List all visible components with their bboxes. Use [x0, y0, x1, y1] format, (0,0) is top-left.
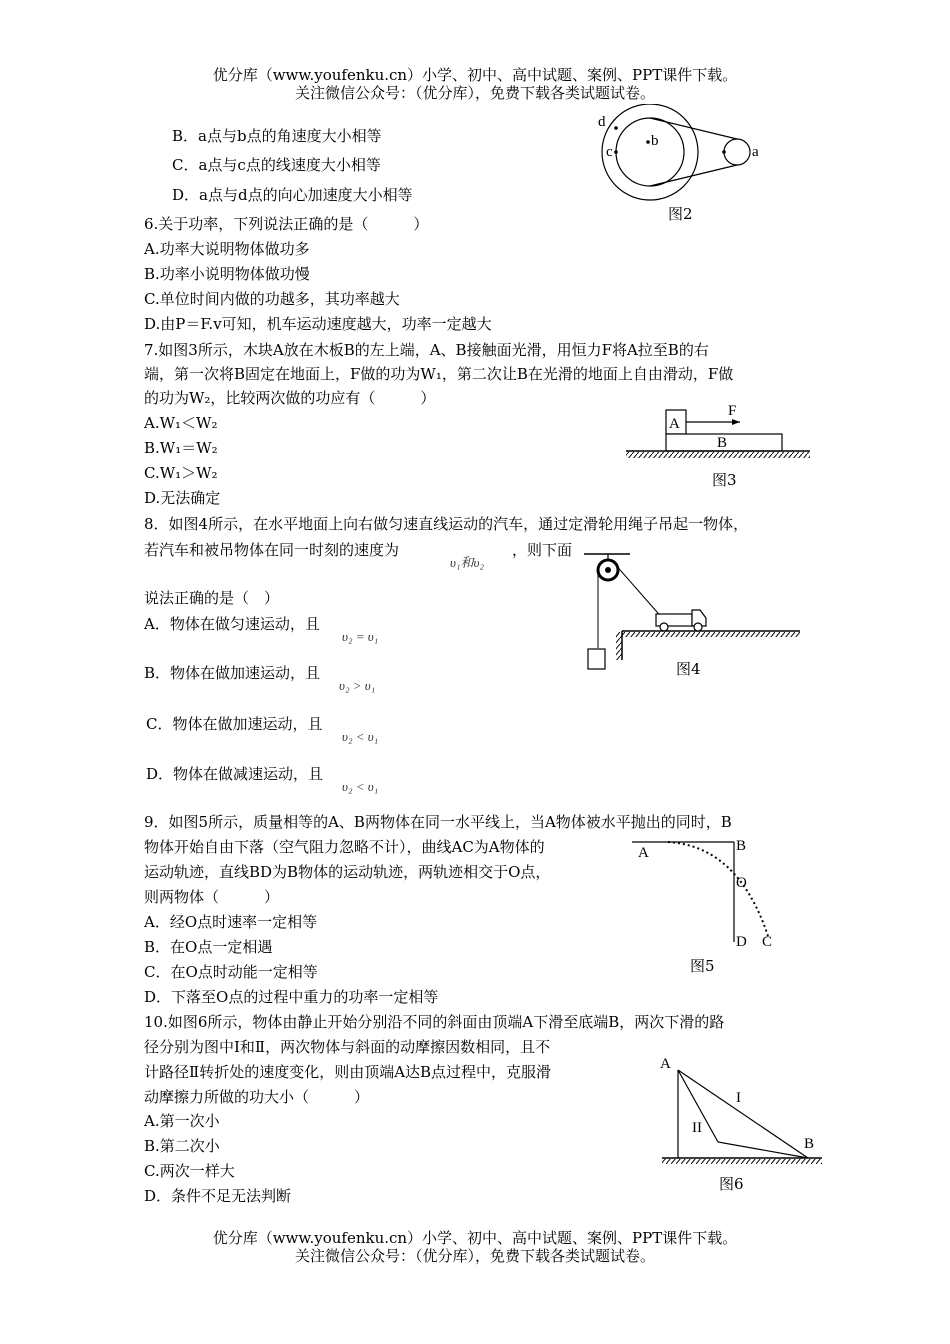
q6-option-b: B.功率小说明物体做功慢 [144, 265, 310, 283]
q8-stem-line-2-end: ，则下面 [512, 541, 573, 559]
truck [656, 610, 706, 631]
q7-option-a: A.W₁＜W₂ [144, 414, 218, 432]
pulley-axle [605, 567, 611, 573]
q5-option-c: C．a点与c点的线速度大小相等 [172, 156, 381, 174]
figure-2-pulley-wheels [590, 104, 780, 214]
figure-4-truck-pulley [580, 548, 802, 673]
q8-option-b-math: υ₂ > υ₁ [339, 678, 376, 693]
point-a-dot [722, 150, 726, 154]
q9-stem-line-1: 9．如图5所示，质量相等的A、B两物体在同一水平线上，当A物体被水平抛出的同时，B [144, 813, 732, 831]
q10-stem-line-2: 径分别为图中Ⅰ和Ⅱ，两次物体与斜面的动摩擦因数相同，且不 [144, 1038, 551, 1056]
q10-option-a: A.第一次小 [144, 1112, 220, 1130]
small-wheel [724, 139, 750, 165]
footer-line-1: 优分库（www.youfenku.cn）小学、初中、高中试题、案例、PPT课件下载。 [212, 1229, 738, 1247]
q7-stem-line-1: 7.如图3所示，木块A放在木板B的左上端，A、B接触面光滑，用恒力F将A拉至B的右 [144, 341, 709, 359]
q8-option-d-math: υ₂ < υ₁ [342, 779, 379, 794]
figure-5-trajectories [628, 832, 788, 952]
q8-option-c: C．物体在做加速运动，且 [146, 715, 323, 733]
q8-stem-line-2: 若汽车和被吊物体在同一时刻的速度为 [144, 541, 400, 559]
figure-4-caption: 图4 [676, 660, 701, 678]
figure-6-inclines [656, 1050, 826, 1166]
force-arrowhead [732, 419, 740, 425]
q9-stem-line-2: 物体开始自由下落（空气阻力忽略不计），曲线AC为A物体的 [144, 838, 545, 856]
q8-option-b: B．物体在做加速运动，且 [144, 664, 321, 682]
label-ii: II [692, 1120, 702, 1136]
wall-hatch [616, 632, 622, 660]
label-c: C [762, 934, 773, 950]
label-d: D [736, 934, 747, 950]
label-b: B [804, 1136, 815, 1152]
hanging-weight [588, 649, 605, 669]
figure-6-caption: 图6 [719, 1175, 744, 1193]
label-a: A [638, 845, 649, 861]
ground-hatch [662, 1159, 822, 1164]
q8-option-a: A．物体在做匀速运动，且 [144, 615, 320, 633]
belt-top [650, 118, 737, 139]
ground-hatch [622, 632, 800, 637]
q5-option-b: B．a点与b点的角速度大小相等 [172, 127, 382, 145]
q7-stem-line-2: 端，第一次将B固定在地面上，F做的功为W₁，第二次让B在光滑的地面上自由滑动，F做 [144, 365, 734, 383]
header-line-2: 关注微信公众号：（优分库），免费下载各类试题试卷。 [294, 84, 655, 102]
q9-option-c: C．在O点时动能一定相等 [144, 963, 318, 981]
q10-option-d: D．条件不足无法判断 [144, 1187, 292, 1205]
label-b: b [651, 133, 659, 149]
q8-stem-line-1: 8．如图4所示，在水平地面上向右做匀速直线运动的汽车，通过定滑轮用绳子吊起一物体， [144, 515, 749, 533]
q8-velocity-symbols: υ₁和υ₂ [450, 555, 484, 570]
q9-option-d: D．下落至O点的过程中重力的功率一定相等 [144, 988, 439, 1006]
label-a: a [752, 144, 759, 160]
figure-2-caption: 图2 [668, 205, 693, 223]
figure-3-caption: 图3 [712, 471, 737, 489]
q10-stem-line-1: 10.如图6所示，物体由静止开始分别沿不同的斜面由顶端A下滑至底端B，两次下滑的路 [144, 1013, 725, 1031]
label-c: c [606, 144, 613, 160]
q7-option-b: B.W₁＝W₂ [144, 439, 218, 457]
label-d: d [598, 114, 606, 130]
inner-wheel [616, 118, 684, 186]
label-a: A [660, 1056, 671, 1072]
q10-option-c: C.两次一样大 [144, 1162, 235, 1180]
label-i: I [736, 1090, 741, 1106]
belt-bottom [650, 165, 737, 186]
footer-line-2: 关注微信公众号：（优分库），免费下载各类试题试卷。 [294, 1247, 655, 1265]
point-d-dot [614, 126, 618, 130]
q7-option-c: C.W₁＞W₂ [144, 464, 218, 482]
q8-stem-line-3: 说法正确的是（ ） [144, 589, 280, 607]
q9-stem-line-3: 运动轨迹，直线BD为B物体的运动轨迹，两轨迹相交于O点， [144, 863, 551, 881]
label-f: F [728, 403, 737, 419]
q8-option-c-math: υ₂ < υ₁ [342, 729, 379, 744]
q8-option-a-math: υ₂ = υ₁ [342, 629, 379, 644]
q9-option-b: B．在O点一定相遇 [144, 938, 273, 956]
q7-option-d: D.无法确定 [144, 489, 221, 507]
q8-option-d: D．物体在做减速运动，且 [146, 765, 324, 783]
label-o: O [736, 875, 747, 891]
rope-slanted [614, 563, 664, 620]
header-line-1: 优分库（www.youfenku.cn）小学、初中、高中试题、案例、PPT课件下载。 [212, 66, 738, 84]
q10-stem-line-3: 计路径Ⅱ转折处的速度变化，则由顶端A达B点过程中，克服滑 [144, 1063, 552, 1081]
label-b: B [717, 435, 728, 451]
figure-5-caption: 图5 [690, 957, 715, 975]
q6-option-d: D.由P＝F.v可知，机车运动速度越大，功率一定越大 [144, 315, 492, 333]
q10-stem-line-4: 动摩擦力所做的功大小（ ） [144, 1088, 370, 1106]
q9-option-a: A．经O点时速率一定相等 [144, 913, 318, 931]
point-c-dot [614, 150, 618, 154]
figure-3-block-on-board [622, 400, 814, 462]
point-b-dot [646, 140, 650, 144]
q10-option-b: B.第二次小 [144, 1137, 220, 1155]
q6-stem: 6.关于功率，下列说法正确的是（ ） [144, 215, 429, 233]
q9-stem-line-4: 则两物体（ ） [144, 888, 280, 906]
q6-option-a: A.功率大说明物体做功多 [144, 240, 310, 258]
path-i [678, 1070, 808, 1158]
ground-hatch [626, 452, 810, 458]
label-b: B [736, 838, 747, 854]
q7-stem-line-3: 的功为W₂，比较两次做的功应有（ ） [144, 389, 436, 407]
q5-option-d: D．a点与d点的向心加速度大小相等 [172, 186, 413, 204]
q6-option-c: C.单位时间内做的功越多，其功率越大 [144, 290, 400, 308]
curve-ac [668, 842, 768, 936]
label-a: A [669, 416, 680, 432]
